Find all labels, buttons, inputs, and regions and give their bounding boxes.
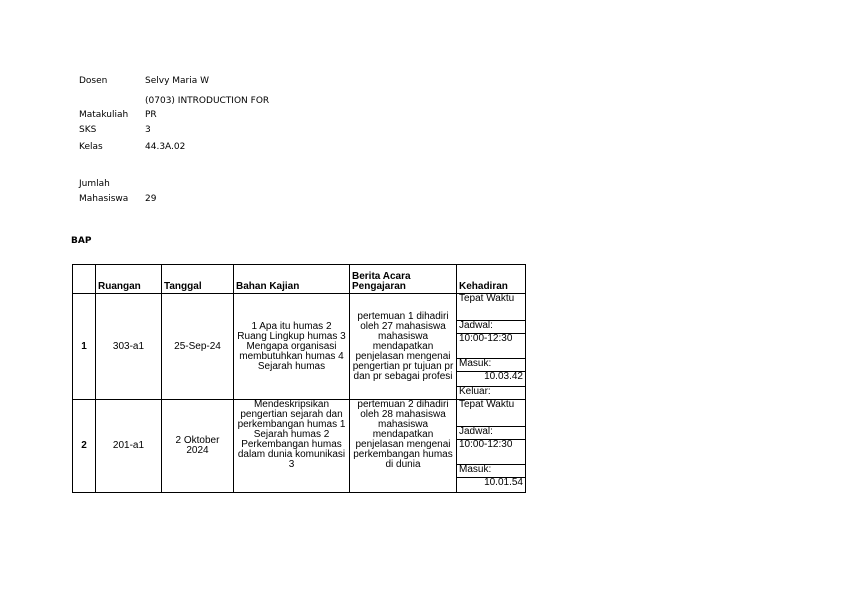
row1-kehadiran-keluar-label: Keluar:	[457, 387, 526, 400]
header-berita-line1: Berita Acara	[352, 271, 411, 282]
bap-heading: BAP	[71, 236, 92, 246]
row2-kehadiran-masuk: 10.01.54	[457, 478, 526, 493]
row1-kehadiran-status: Tepat Waktu	[457, 294, 526, 321]
row1-bahan: 1 Apa itu humas 2 Ruang Lingkup humas 3 Mengapa organisasi membutuhkan humas 4 Sejarah humas	[234, 294, 350, 400]
header-kehadiran: Kehadiran	[457, 265, 526, 294]
kelas-value: 44.3A.02	[145, 142, 186, 152]
header-berita-line2: Pengajaran	[352, 281, 406, 292]
header-ruangan: Ruangan	[96, 265, 162, 294]
row1-ruangan: 303-a1	[96, 294, 162, 400]
row2-kehadiran-jadwal-label: Jadwal:	[457, 427, 526, 440]
row1-kehadiran-masuk: 10.03.42	[457, 372, 526, 387]
row2-no: 2	[73, 400, 96, 493]
row1-no: 1	[73, 294, 96, 400]
header-bahan: Bahan Kajian	[234, 265, 350, 294]
row1-kehadiran-jadwal: 10:00-12:30	[457, 334, 526, 359]
bap-table	[72, 264, 526, 493]
row1-tanggal: 25-Sep-24	[162, 294, 234, 400]
matakuliah-value-line1: (0703) INTRODUCTION FOR	[145, 96, 270, 106]
row2-kehadiran-jadwal: 10:00-12:30	[457, 440, 526, 465]
row1-berita: pertemuan 1 dihadiri oleh 27 mahasiswa mahasiswa mendapatkan penjelasan mengenai pengertian pr tujuan pr dan pr sebagai profesi	[350, 294, 457, 400]
table-row	[73, 294, 526, 321]
row2-berita: pertemuan 2 dihadiri oleh 28 mahasiswa mahasiswa mendapatkan penjelasan mengenai perkembangan humas di dunia	[350, 400, 457, 493]
row1-kehadiran-jadwal-label: Jadwal:	[457, 321, 526, 334]
jumlah-label-line2: Mahasiswa	[79, 194, 129, 204]
dosen-value: Selvy Maria W	[145, 76, 210, 86]
kelas-label: Kelas	[79, 142, 103, 152]
row2-kehadiran-masuk-label: Masuk:	[457, 465, 526, 478]
row2-tanggal: 2 Oktober 2024	[162, 400, 234, 493]
row2-kehadiran-status: Tepat Waktu	[457, 400, 526, 427]
sks-value: 3	[145, 125, 151, 135]
matakuliah-value-line2: PR	[145, 110, 157, 120]
matakuliah-label: Matakuliah	[79, 110, 129, 120]
table-header-row	[73, 265, 526, 294]
jumlah-value: 29	[145, 194, 157, 204]
table-row	[73, 400, 526, 427]
header-berita	[350, 265, 457, 294]
dosen-label: Dosen	[79, 76, 108, 86]
sks-label: SKS	[79, 125, 97, 135]
row2-bahan: Mendeskripsikan pengertian sejarah dan perkembangan humas 1 Sejarah humas 2 Perkembangan humas dalam dunia komunikasi 3	[234, 400, 350, 493]
row2-ruangan: 201-a1	[96, 400, 162, 493]
header-no	[73, 265, 96, 294]
jumlah-label-line1: Jumlah	[79, 179, 110, 189]
header-tanggal: Tanggal	[162, 265, 234, 294]
row1-kehadiran-masuk-label: Masuk:	[457, 359, 526, 372]
